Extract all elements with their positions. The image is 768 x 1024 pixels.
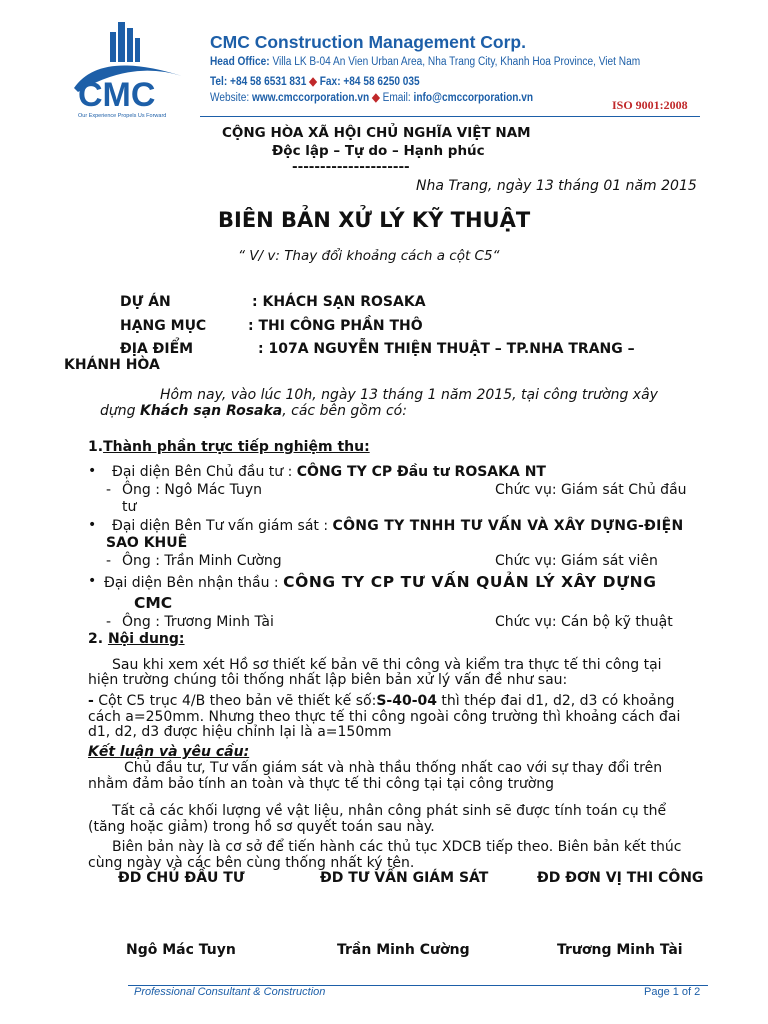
party2-line: Đại diện Bên Tư vấn giám sát : CÔNG TY TNHH TƯ VẤN VÀ XÂY DỰNG-ĐIỆN [112,518,684,534]
conclusion-p1-line1: Chủ đầu tư, Tư vấn giám sát và nhà thầu thống nhất cao với sự thay đổi trên [124,760,663,776]
document-date: Nha Trang, ngày 13 tháng 01 năm 2015 [416,178,697,194]
website-label: Website: [210,92,250,104]
intro-line2: dựng Khách sạn Rosaka, các bên gồm có: [100,403,407,419]
page-number: Page 1 of 2 [644,986,701,998]
category-label: HẠNG MỤC [120,318,207,334]
section2-heading: 2. Nội dung: [88,631,185,647]
party3-company-cont: CMC [134,594,173,612]
dash-icon: - [106,553,112,569]
document-subtitle: “ V/ v: Thay đổi khoảng cách a cột C5“ [238,248,500,264]
location-value: : 107A NGUYỄN THIỆN THUẬT – TP.NHA TRANG – [258,341,635,357]
iso-badge: ISO 9001:2008 [612,98,688,112]
conclusion-p2-line1: Tất cả các khối lượng về vật liệu, nhân công phát sinh sẽ được tính toán cụ thể [112,803,667,819]
content-p2-line2: cách a=250mm. Nhưng theo thực tế thi công ngoài công trường thì khoảng cách đai [88,709,681,725]
dash-icon: - [106,614,112,630]
party1-company: CÔNG TY CP Đầu tư ROSAKA NT [296,464,546,480]
owner-signature-title: ĐD CHỦ ĐẦU TƯ [118,870,245,886]
company-logo [70,20,188,120]
cmc-logo-icon [70,20,188,120]
project-label: DỰ ÁN [120,294,171,310]
party1-line: Đại diện Bên Chủ đầu tư : CÔNG TY CP Đầu tư ROSAKA NT [112,464,546,480]
consultant-signature-name: Trần Minh Cường [337,942,470,958]
bullet-icon: • [88,517,97,533]
party1-role-cont: tư [122,499,137,515]
intro-line1: Hôm nay, vào lúc 10h, ngày 13 tháng 1 năm 2015, tại công trường xây [160,387,658,403]
category-value: : THI CÔNG PHẦN THÔ [248,318,423,334]
logo-tagline: Our Experience Propels Us Forward [78,113,167,119]
content-p1-line1: Sau khi xem xét Hồ sơ thiết kế bản vẽ thi công và kiểm tra thực tế thi công tại [112,657,662,673]
owner-signature-name: Ngô Mác Tuyn [126,942,236,958]
fax-value: +84 58 6250 035 [343,76,420,88]
contact-line [210,74,420,88]
party2-company: CÔNG TY TNHH TƯ VẤN VÀ XÂY DỰNG-ĐIỆN [332,518,684,534]
hotel-name: Khách sạn Rosaka [139,403,283,419]
party3-role: Chức vụ: Cán bộ kỹ thuật [495,614,673,630]
conclusion-heading: Kết luận và yêu cầu: [88,744,250,760]
consultant-signature-title: ĐD TƯ VẤN GIÁM SÁT [320,870,489,886]
bullet-icon: • [88,463,97,479]
bullet-icon: • [88,573,97,589]
national-separator: --------------------- [292,159,410,175]
contractor-signature-title: ĐD ĐƠN VỊ THI CÔNG [537,870,704,886]
fax-label: Fax: [319,76,341,88]
party3-line: Đại diện Bên nhận thầu : CÔNG TY CP TƯ VẤN QUẢN LÝ XÂY DỰNG [104,573,657,591]
party3-company: CÔNG TY CP TƯ VẤN QUẢN LÝ XÂY DỰNG [283,573,657,591]
location-value-cont: KHÁNH HÒA [64,357,160,373]
conclusion-p1-line2: nhằm đảm bảo tính an toàn và thực tế thi công tại tại công trường [88,776,555,792]
conclusion-p2-line2: (tăng hoặc giảm) trong hồ sơ quyết toán sau này. [88,819,435,835]
content-p2-line1: - Cột C5 trục 4/B theo bản vẽ thiết kế số:S-40-04 thì thép đai d1, d2, d3 có khoảng [88,693,675,709]
footer-tagline: Professional Consultant & Construction [134,986,326,998]
party2-person: Ông : Trần Minh Cường [122,553,282,569]
section1-heading: 1.Thành phần trực tiếp nghiệm thu: [88,439,370,455]
diamond-icon: ◆ [309,76,317,88]
header-divider [200,116,700,117]
diamond-icon: ◆ [371,92,380,104]
head-office-line [210,56,640,68]
logo-text: CMC [78,76,156,114]
party2-role: Chức vụ: Giám sát viên [495,553,658,569]
party1-person: Ông : Ngô Mác Tuyn [122,482,263,498]
web-line [210,90,533,104]
national-motto: Độc lập – Tự do – Hạnh phúc [272,143,485,159]
party1-role: Chức vụ: Giám sát Chủ đầu [495,482,687,498]
head-office-label: Head Office: [210,56,270,68]
content-p2-line3: d1, d2, d3 được hiệu chỉnh lại là a=150mm [88,724,392,740]
party3-person: Ông : Trương Minh Tài [122,614,274,630]
dash-icon: - [106,482,112,498]
national-title: CỘNG HÒA XÃ HỘI CHỦ NGHĨA VIỆT NAM [222,125,531,141]
head-office-address: Villa LK B-04 An Vien Urban Area, Nha Trang City, Khanh Hoa Province, Viet Nam [272,56,641,68]
contractor-signature-name: Trương Minh Tài [557,942,683,958]
document-title: BIÊN BẢN XỬ LÝ KỸ THUẬT [218,208,531,232]
tel-label: Tel: [210,76,228,88]
project-value: : KHÁCH SẠN ROSAKA [252,294,426,310]
website-link[interactable]: www.cmccorporation.vn [252,92,370,104]
content-p1-line2: hiện trường chúng tôi thống nhất lập biên bản xử lý vấn đề như sau: [88,672,568,688]
conclusion-p3-line2: cùng ngày và các bên cùng thống nhất ký tên. [88,855,415,871]
email-label: Email: [382,92,411,104]
drawing-number: S-40-04 [376,693,437,709]
company-name: CMC Construction Management Corp. [210,32,526,52]
email-link[interactable]: info@cmccorporation.vn [413,92,534,104]
party2-company-cont: SAO KHUÊ [106,535,188,551]
conclusion-p3-line1: Biên bản này là cơ sở để tiến hành các thủ tục XDCB tiếp theo. Biên bản kết thúc [112,839,682,855]
location-label: ĐỊA ĐIỂM [120,341,194,357]
tel-value: +84 58 6531 831 [230,76,307,88]
